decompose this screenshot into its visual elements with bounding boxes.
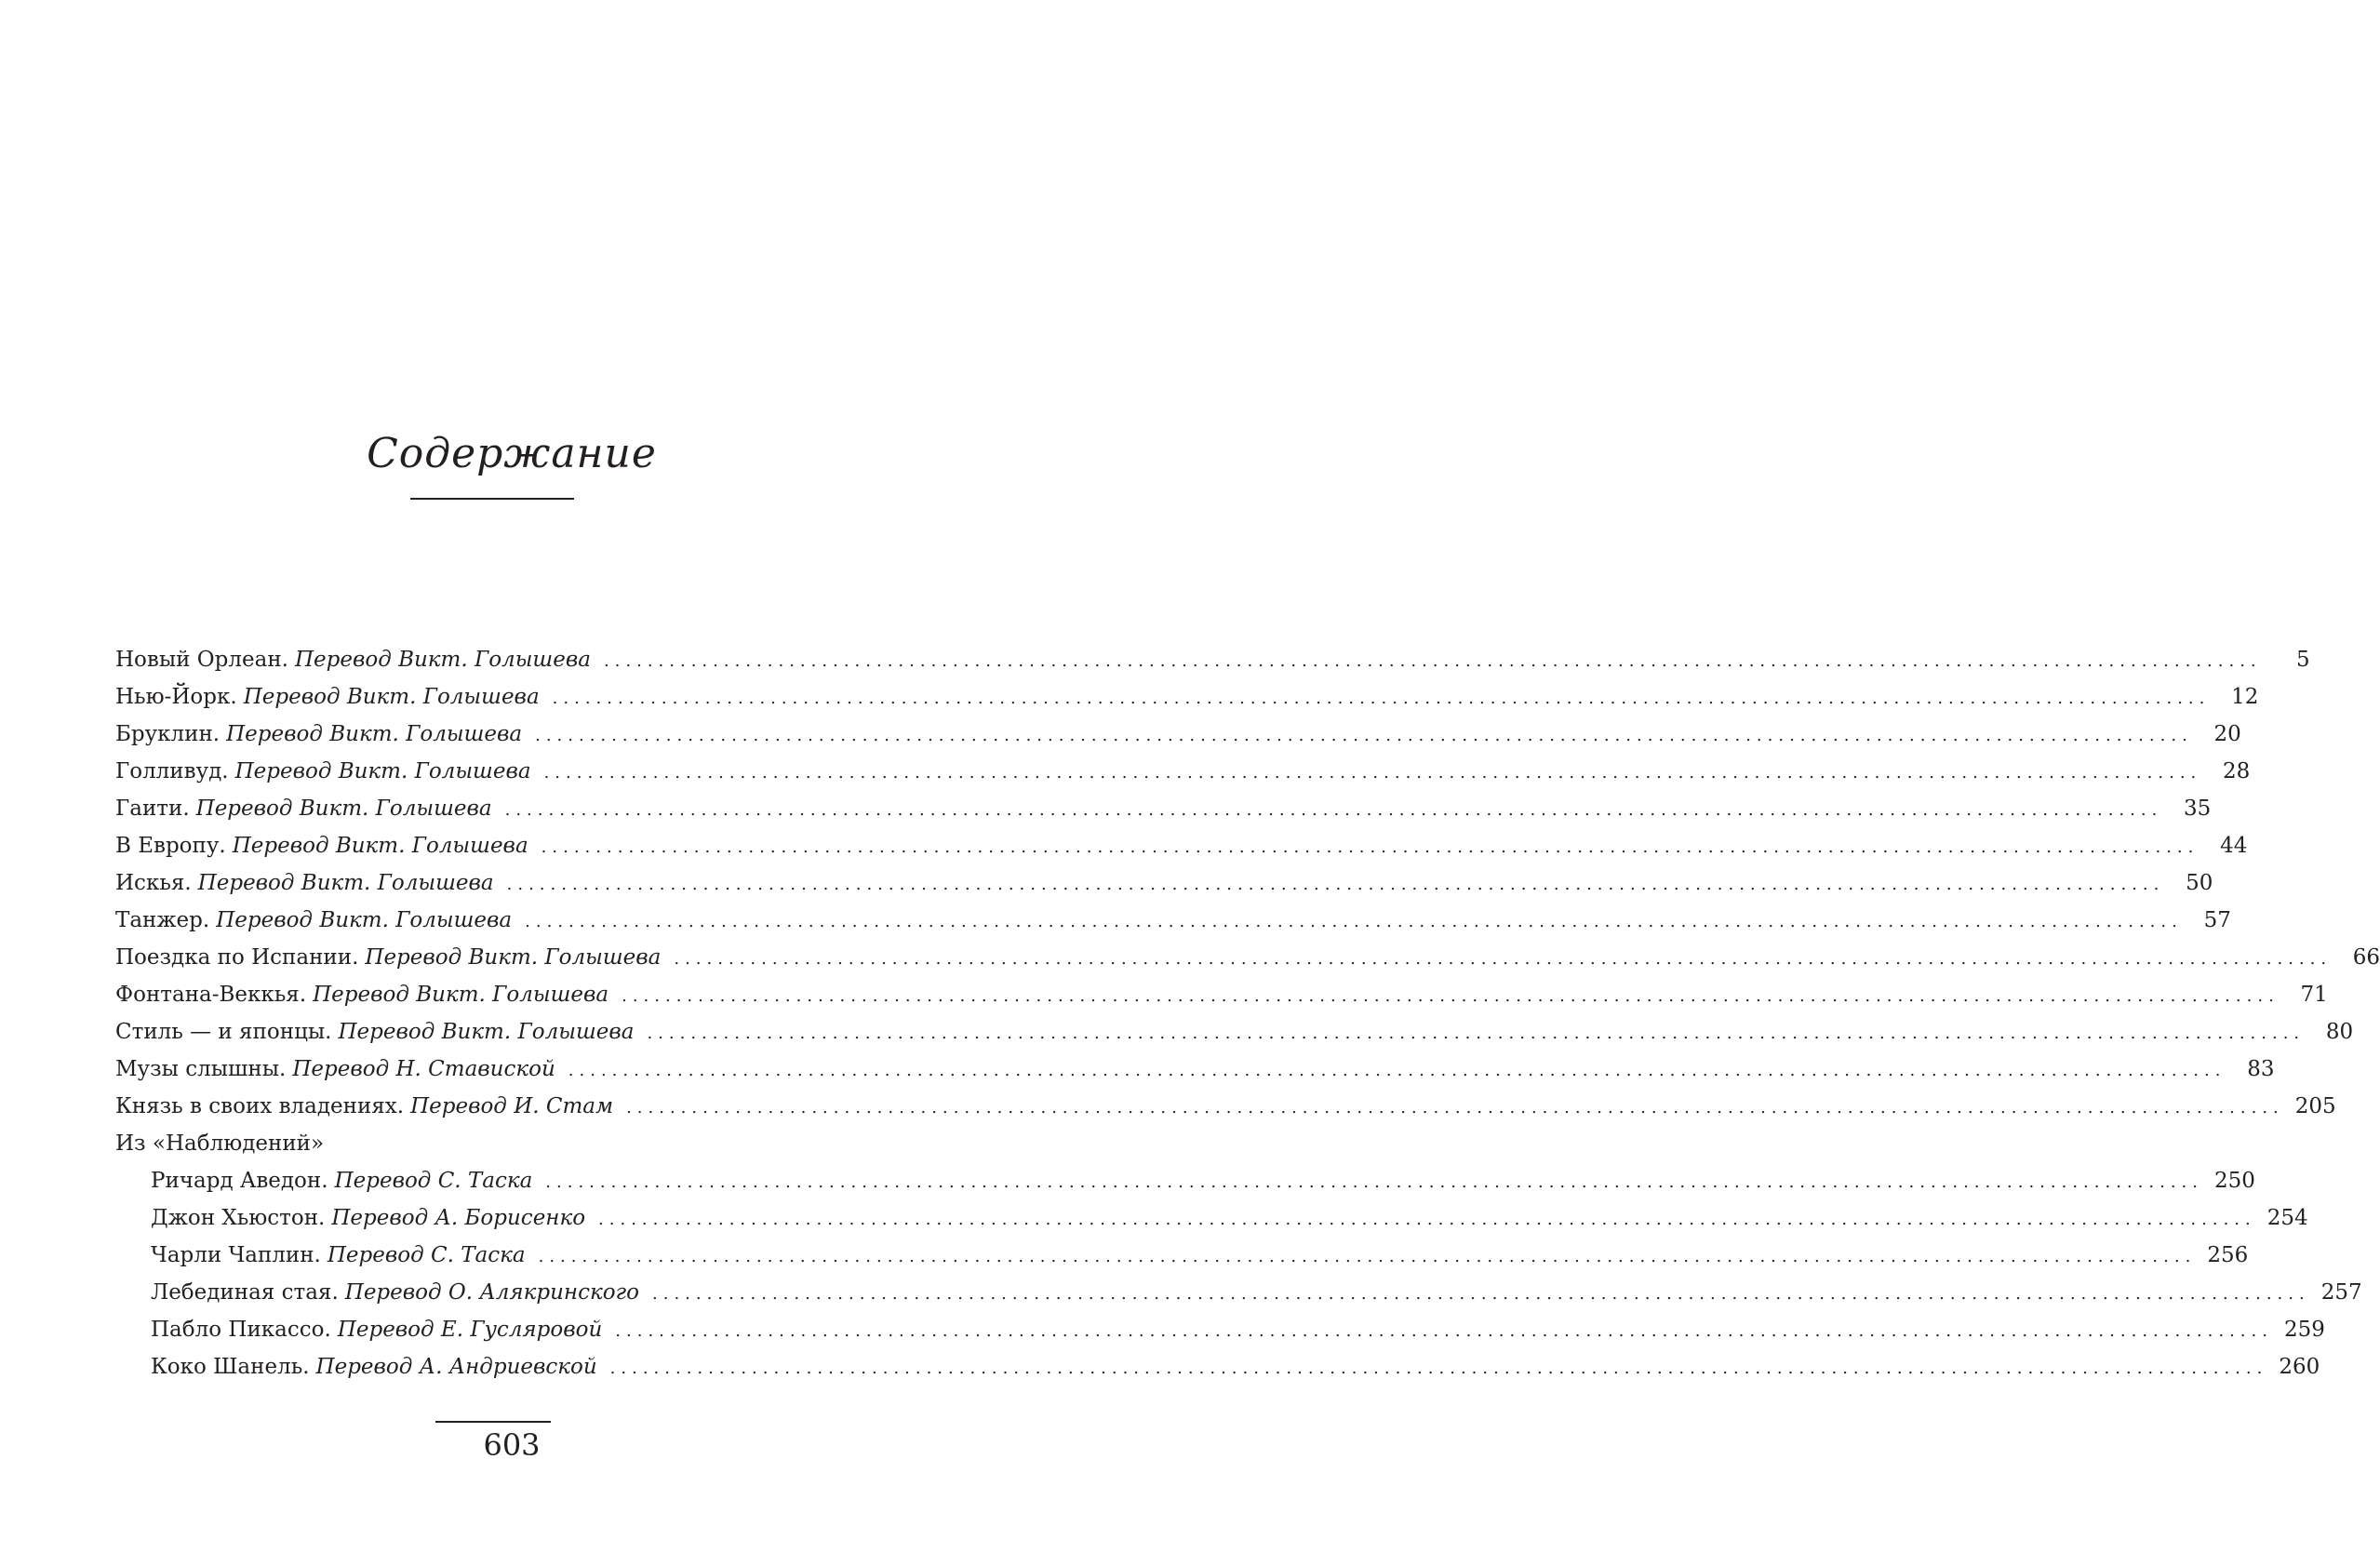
- toc-entry: [115, 1094, 2336, 1131]
- toc-entry-title: Музы слышны.: [115, 1057, 287, 1081]
- toc-entry-title: Из «Наблюдений»: [115, 1131, 325, 1156]
- toc-entry-page-number: 254: [2266, 1206, 2308, 1230]
- folio-rule: [435, 1421, 551, 1423]
- toc-entry-translator: Перевод Викт. Голышева: [216, 908, 513, 932]
- page-title: Содержание: [367, 430, 657, 477]
- toc-entry-title: Коко Шанель.: [151, 1355, 310, 1379]
- title-underline-rule: [410, 498, 574, 500]
- toc-entry-title: Джон Хьюстон.: [151, 1206, 326, 1230]
- toc-entry-translator: Перевод Викт. Голышева: [234, 759, 531, 783]
- toc-entry: [115, 722, 2241, 759]
- toc-entry-title: Пабло Пикассо.: [151, 1318, 331, 1342]
- toc-entry-page-number: 12: [2231, 685, 2259, 709]
- toc-entry-translator: Перевод Викт. Голышева: [365, 945, 662, 970]
- toc-dot-leader: ........................................................................................................................................................: [626, 1098, 2284, 1118]
- toc-entry-translator: Перевод Викт. Голышева: [226, 722, 523, 746]
- toc-entry: [115, 759, 2251, 797]
- toc-dot-leader: ........................................................................................................................................................: [615, 1321, 2273, 1341]
- toc-dot-leader: ........................................................................................................................................................: [543, 763, 2202, 783]
- toc-entry-translator: Перевод С. Таска: [327, 1243, 526, 1267]
- toc-entry-page-number: 35: [2184, 797, 2212, 821]
- toc-dot-leader: ........................................................................................................................................................: [647, 1024, 2306, 1043]
- toc-dot-leader: ........................................................................................................................................................: [603, 651, 2262, 671]
- toc-entry-page-number: 57: [2203, 908, 2231, 932]
- toc-entry-translator: Перевод О. Алякринского: [344, 1280, 640, 1305]
- toc-entry-title: Лебединая стая.: [151, 1280, 339, 1305]
- toc-entry: [115, 871, 2213, 908]
- toc-entry: [115, 945, 2380, 983]
- toc-dot-leader: ........................................................................................................................................................: [674, 949, 2333, 969]
- toc-entry-title: Танжер.: [115, 908, 210, 932]
- toc-entry: [115, 983, 2328, 1020]
- toc-entry-title: Голливуд.: [115, 759, 229, 783]
- toc-entry-page-number: 20: [2213, 722, 2241, 746]
- toc-entry-title: Фонтана-Веккья.: [115, 983, 307, 1007]
- page-number: 603: [483, 1427, 541, 1463]
- toc-entry-page-number: 257: [2320, 1280, 2362, 1305]
- toc-entry-title: Бруклин.: [115, 722, 221, 746]
- toc-entry-title: Новый Орлеан.: [115, 648, 288, 672]
- toc-entry-translator: Перевод И. Стам: [410, 1094, 614, 1118]
- toc-dot-leader: ........................................................................................................................................................: [545, 1172, 2203, 1192]
- toc-entry-page-number: 83: [2247, 1057, 2275, 1081]
- toc-entry-title: Чарли Чаплин.: [151, 1243, 321, 1267]
- toc-entry-title: Гаити.: [115, 797, 190, 821]
- toc-entry-translator: Перевод Е. Гусляровой: [337, 1318, 603, 1342]
- toc-entry: [115, 648, 2310, 685]
- toc-entry-title: Искья.: [115, 871, 192, 895]
- toc-entry-translator: Перевод Н. Ставиской: [292, 1057, 555, 1081]
- toc-entry: [115, 1355, 2320, 1392]
- toc-dot-leader: ........................................................................................................................................................: [535, 726, 2193, 745]
- toc-entry-title: В Европу.: [115, 834, 226, 858]
- toc-entry-translator: Перевод Викт. Голышева: [313, 983, 609, 1007]
- toc-entry-translator: Перевод Викт. Голышева: [197, 871, 494, 895]
- toc-entry-translator: Перевод Викт. Голышева: [232, 834, 528, 858]
- toc-dot-leader: ........................................................................................................................................................: [609, 1359, 2268, 1378]
- toc-entry-page-number: 259: [2283, 1318, 2325, 1342]
- toc-entry-title: Князь в своих владениях.: [115, 1094, 405, 1118]
- toc-entry-translator: Перевод Викт. Голышева: [294, 648, 591, 672]
- toc-dot-leader: ........................................................................................................................................................: [598, 1210, 2256, 1229]
- toc-dot-leader: ........................................................................................................................................................: [525, 912, 2183, 931]
- toc-dot-leader: ........................................................................................................................................................: [568, 1061, 2226, 1080]
- toc-dot-leader: ........................................................................................................................................................: [541, 837, 2199, 857]
- toc-entry-page-number: 80: [2325, 1020, 2354, 1044]
- toc-entry-title: Поездка по Испании.: [115, 945, 359, 970]
- toc-entry: [115, 1243, 2249, 1280]
- toc-entry-title: Стиль — и японцы.: [115, 1020, 332, 1044]
- toc-entry-title: Нью-Йорк.: [115, 685, 237, 709]
- toc-entry: [115, 685, 2259, 722]
- toc-entry: [115, 908, 2231, 945]
- toc-entry-page-number: 256: [2207, 1243, 2249, 1267]
- toc-entry-page-number: 250: [2214, 1169, 2255, 1193]
- toc-dot-leader: ........................................................................................................................................................: [504, 800, 2163, 820]
- toc-dot-leader: ........................................................................................................................................................: [622, 986, 2280, 1006]
- toc-entry: [115, 1280, 2362, 1318]
- toc-dot-leader: ........................................................................................................................................................: [552, 689, 2211, 708]
- toc-entry: [115, 1169, 2255, 1206]
- toc-entry-translator: Перевод А. Борисенко: [331, 1206, 586, 1230]
- toc-entry-page-number: 50: [2186, 871, 2213, 895]
- toc-entry-page-number: 44: [2220, 834, 2248, 858]
- toc-entry-translator: Перевод Викт. Голышева: [338, 1020, 635, 1044]
- toc-entry-page-number: 5: [2296, 648, 2310, 672]
- toc-entry: [115, 1318, 2325, 1355]
- toc-dot-leader: ........................................................................................................................................................: [652, 1284, 2310, 1304]
- toc-entry-page-number: 205: [2294, 1094, 2336, 1118]
- toc-entry-page-number: 28: [2222, 759, 2251, 783]
- toc-entry: [115, 1206, 2308, 1243]
- toc-dot-leader: ........................................................................................................................................................: [506, 875, 2165, 894]
- toc-entry: [115, 834, 2248, 871]
- toc-entry: [115, 797, 2212, 834]
- toc-entry-translator: Перевод Викт. Голышева: [195, 797, 492, 821]
- table-of-contents: [115, 648, 2380, 1392]
- toc-entry-title: Ричард Аведон.: [151, 1169, 328, 1193]
- toc-entry-translator: Перевод А. Андриевской: [315, 1355, 597, 1379]
- toc-entry: [115, 1131, 869, 1169]
- toc-dot-leader: ........................................................................................................................................................: [538, 1247, 2197, 1266]
- toc-entry-page-number: 260: [2279, 1355, 2320, 1379]
- toc-entry: [115, 1020, 2354, 1057]
- toc-entry-translator: Перевод С. Таска: [334, 1169, 533, 1193]
- toc-entry-page-number: 66: [2352, 945, 2380, 970]
- toc-entry: [115, 1057, 2275, 1094]
- toc-entry-translator: Перевод Викт. Голышева: [243, 685, 540, 709]
- toc-entry-page-number: 71: [2300, 983, 2328, 1007]
